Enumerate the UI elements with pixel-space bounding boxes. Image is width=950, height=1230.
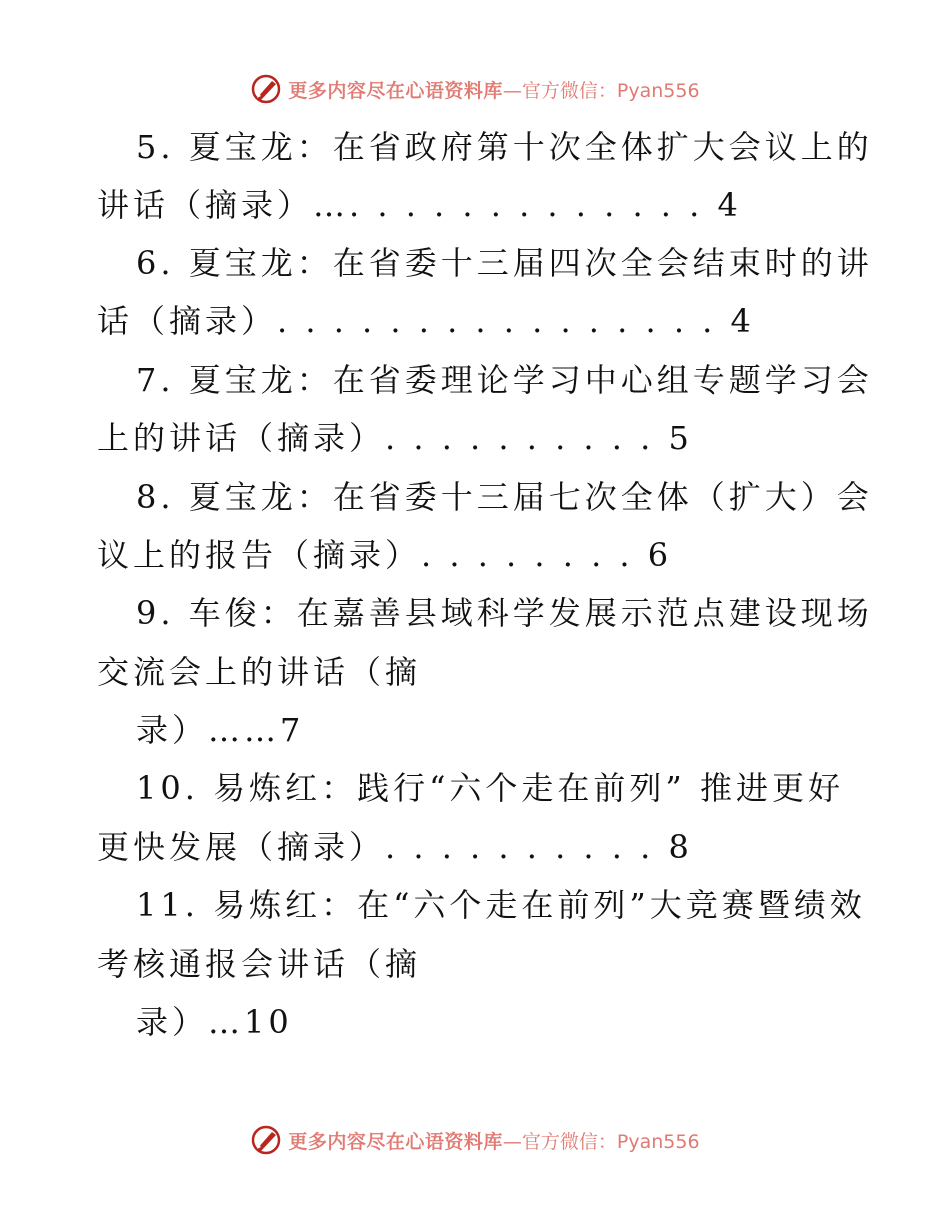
toc-entry-5-line2[interactable]: 讲话（摘录）…. . . . . . . . . . . . . 4 [97, 186, 742, 224]
toc-entry-7-line1[interactable]: 7. 夏宝龙：在省委理论学习中心组专题学习会 [136, 361, 873, 399]
toc-entry-6-line2[interactable]: 话（摘录）. . . . . . . . . . . . . . . . 4 [97, 302, 755, 340]
toc-entry-5-line1[interactable]: 5. 夏宝龙：在省政府第十次全体扩大会议上的 [136, 128, 873, 166]
footer-banner [0, 1122, 950, 1158]
toc-entry-11-line2[interactable]: 考核通报会讲话（摘 [97, 945, 422, 983]
banner-title: 更多内容尽在心语资料库 [288, 79, 503, 102]
toc-entry-11-line1[interactable]: 11. 易炼红：在“六个走在前列”大竞赛暨绩效 [136, 886, 866, 924]
toc-entry-6-line1[interactable]: 6. 夏宝龙：在省委十三届四次全会结束时的讲 [136, 244, 873, 282]
banner-title: 更多内容尽在心语资料库 [288, 1130, 503, 1153]
banner-wechat: —官方微信：Pyan556 [502, 1130, 700, 1153]
pen-in-circle-icon [250, 73, 282, 105]
toc-entry-7-line2[interactable]: 上的讲话（摘录）. . . . . . . . . . 5 [97, 419, 693, 457]
toc-entry-10-line1[interactable]: 10. 易炼红：践行“六个走在前列” 推进更好 [136, 769, 844, 807]
banner-wechat: —官方微信：Pyan556 [502, 79, 700, 102]
toc-entry-9-line1[interactable]: 9. 车俊：在嘉善县域科学发展示范点建设现场 [136, 594, 873, 632]
pen-in-circle-icon [250, 1124, 282, 1156]
toc-entry-8-line1[interactable]: 8. 夏宝龙：在省委十三届七次全体（扩大）会 [136, 478, 873, 516]
toc-entry-9-line2[interactable]: 交流会上的讲话（摘 [97, 653, 422, 691]
toc-entry-10-line2[interactable]: 更快发展（摘录）. . . . . . . . . . 8 [97, 828, 693, 866]
header-banner [0, 71, 950, 107]
toc-entry-9-line3[interactable]: 录）……7 [136, 711, 305, 749]
toc-entry-11-line3[interactable]: 录）…10 [136, 1003, 293, 1041]
toc-entry-8-line2[interactable]: 议上的报告（摘录）. . . . . . . . 6 [97, 536, 673, 574]
